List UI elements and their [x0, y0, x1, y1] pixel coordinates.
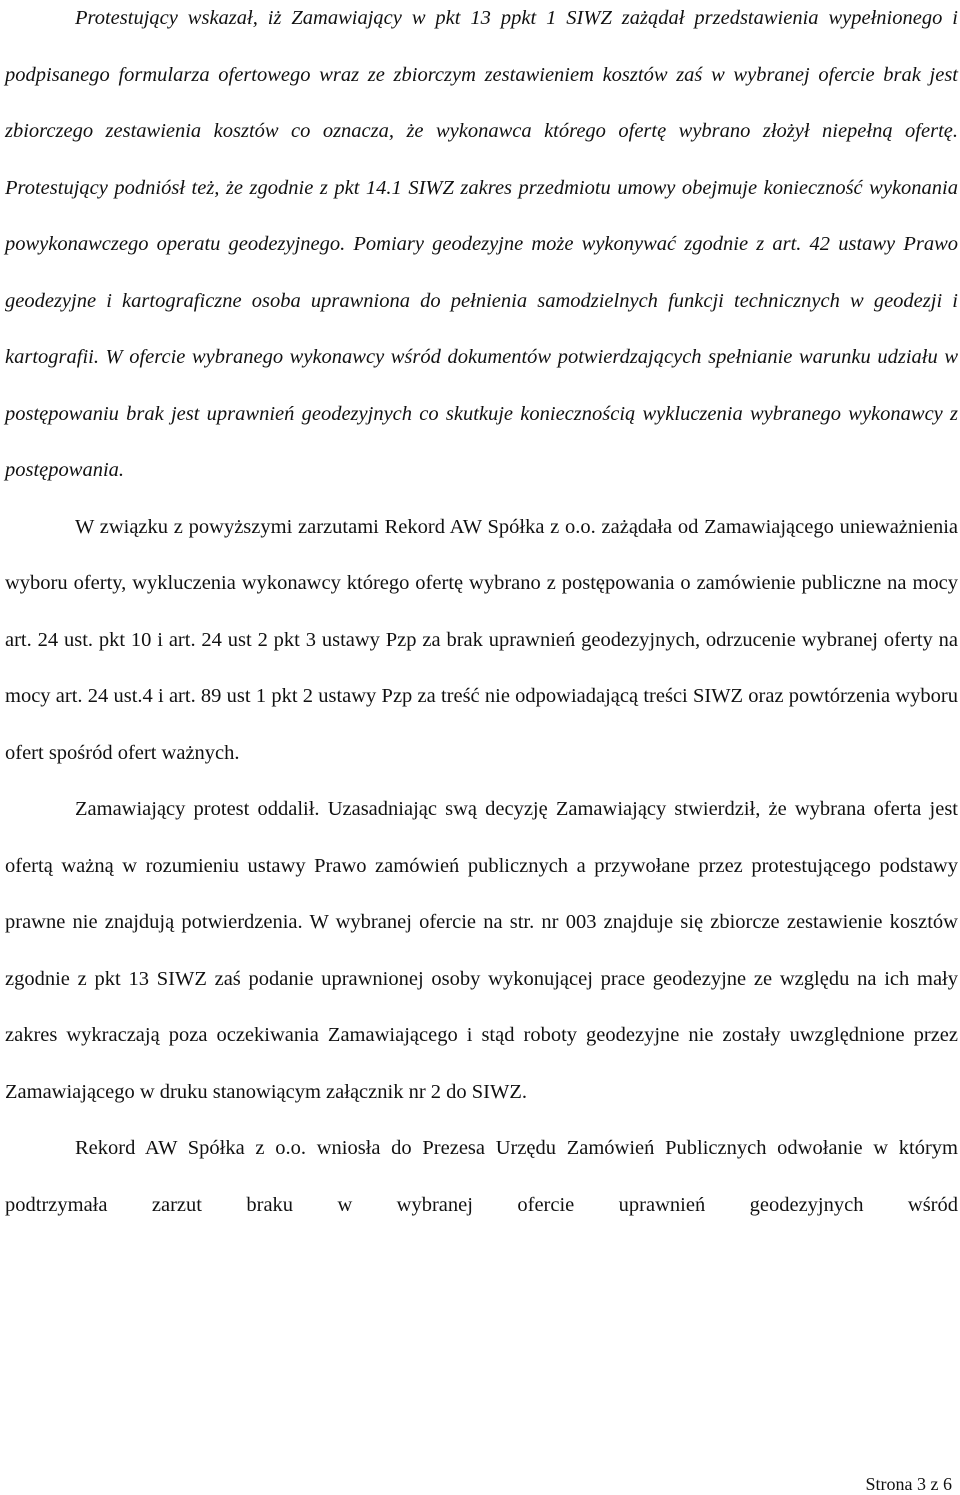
page-number: Strona 3 z 6 — [865, 1474, 952, 1494]
document-body — [5, 0, 958, 1233]
paragraph-protest-grounds: Protestujący wskazał, iż Zamawiający w pkt 13 ppkt 1 SIWZ zażądał przedstawienia wypełnionego i podpisanego formularza ofertowego wraz ze zbiorczym zestawieniem kosztów zaś w wybranej ofercie brak jest zbiorczego zestawienia kosztów co oznacza, że wykonawca którego ofertę wybrano złożył niepełną ofertę. Protestujący podniósł też, że zgodnie z pkt 14.1 SIWZ zakres przedmiotu umowy obejmuje konieczność wykonania powykonawczego operatu geodezyjnego. Pomiary geodezyjne może wykonywać zgodnie z art. 42 ustawy Prawo geodezyjne i kartograficzne osoba uprawniona do pełnienia samodzielnych funkcji technicznych w geodezji i kartografii. W ofercie wybranego wykonawcy wśród dokumentów potwierdzających spełnianie warunku udziału w postępowaniu brak jest uprawnień geodezyjnych co skutkuje koniecznością wykluczenia wybranego wykonawcy z postępowania. — [5, 7, 958, 481]
paragraph-protest-demands: W związku z powyższymi zarzutami Rekord AW Spółka z o.o. zażądała od Zamawiającego unieważnienia wyboru oferty, wykluczenia wykonawcy którego ofertę wybrano z postępowania o zamówienie publiczne na mocy art. 24 ust. pkt 10 i art. 24 ust 2 pkt 3 ustawy Pzp za brak uprawnień geodezyjnych, odrzucenie wybranej oferty na mocy art. 24 ust.4 i art. 89 ust 1 pkt 2 ustawy Pzp za treść nie odpowiadającą treści SIWZ oraz powtórzenia wyboru ofert spośród ofert ważnych. — [5, 515, 958, 764]
paragraph-protest-rejection: Zamawiający protest oddalił. Uzasadniając swą decyzję Zamawiający stwierdził, że wybrana oferta jest ofertą ważną w rozumieniu ustawy Prawo zamówień publicznych a przywołane przez protestującego podstawy prawne nie znajdują potwierdzenia. W wybranej ofercie na str. nr 003 znajduje się zbiorcze zestawienie kosztów zgodnie z pkt 13 SIWZ zaś podanie uprawnionej osoby wykonującej prace geodezyjne ze względu na ich mały zakres wykraczają poza oczekiwania Zamawiającego i stąd roboty geodezyjne nie zostały uwzględnione przez Zamawiającego w druku stanowiącym załącznik nr 2 do SIWZ. — [5, 798, 958, 1103]
paragraph-appeal: Rekord AW Spółka z o.o. wniosła do Prezesa Urzędu Zamówień Publicznych odwołanie w którym podtrzymała zarzut braku w wybranej ofercie uprawnień geodezyjnych wśród — [5, 1137, 958, 1216]
